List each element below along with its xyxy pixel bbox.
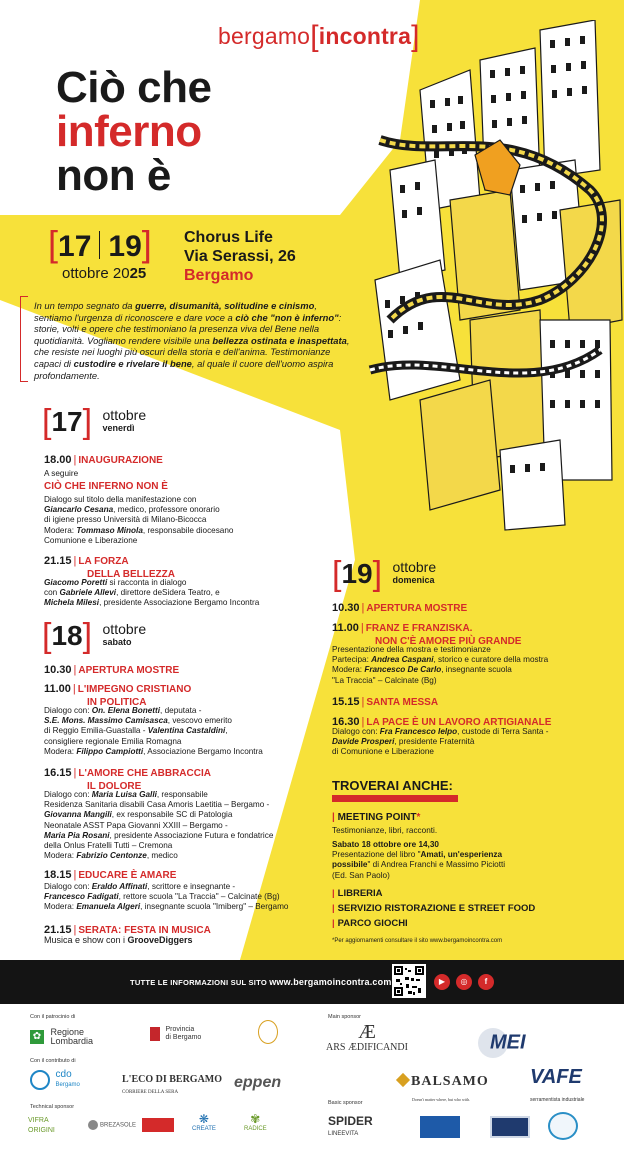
event-19-apertura: 10.30 | APERTURA MOSTRE (332, 602, 468, 614)
regione-lombardia-logo: ✿ Regione Lombardia (30, 1028, 93, 1046)
brand-bold: incontra (318, 23, 412, 49)
balsamo-logo: BALSAMO Doesn't matter where, but who with. (398, 1074, 489, 1106)
event-18-educare: 18.15 | EDUCARE È AMARE (44, 869, 177, 881)
facebook-icon[interactable]: f (478, 974, 494, 990)
basic-navy-logo (490, 1116, 530, 1140)
venue (184, 228, 296, 285)
provincia-bergamo-logo: Provincia di Bergamo (150, 1026, 201, 1042)
event-18-serata: 21.15 | SERATA: FESTA IN MUSICA (44, 924, 211, 936)
footer-info: TUTTE LE INFORMAZIONI SUL SITO www.bergamoincontra.com (130, 977, 392, 987)
page-title (56, 63, 212, 200)
intro-text: In un tempo segnato da guerre, disumanità, solitudine e cinismo, sentiamo l'urgenza di riconoscere e dare voce a ciò che "non è inferno": storie, volti e opere che testimoniano la presenza viva del Bene nella quotidianità. Vogliamo rendere visibile una bellezza ostinata e inaspettata, che resiste nei luoghi più oscuri della storia e dell'anima. Testimonianze capaci di custodire e rivelare il bene, al quale il cuore dell'uomo aspira profondamente. (34, 300, 350, 381)
radice-logo: ✾ RADICE (244, 1112, 267, 1132)
meeting-point-title: | MEETING POINT* (332, 812, 421, 823)
eco-bergamo-logo: L'ECO DI BERGAMO CORRIERE DELLA SERA (122, 1074, 223, 1095)
day-19-header: [19] ottobre domenica (332, 555, 437, 593)
basic-sponsor-label: Basic sponsor (328, 1100, 363, 1106)
day-17-header: [17] ottobre venerdì (42, 403, 147, 441)
footer-site-link[interactable]: www.bergamoincontra.com (269, 977, 392, 987)
event-18-educare-desc: Dialogo con: Eraldo Affinati, scrittore e insegnante - Francesco Fadigati, rettore scuola "La Traccia" – Calcinate (Bg) Modera: Emanuela Algeri, insegnante scuola "Imiberg" – Bergamo (44, 882, 289, 912)
event-dates: [17 19] ottobre 2025 (48, 223, 152, 282)
brand-logo: bergamo[incontra] (218, 20, 420, 53)
event-17-forza-bellezza: 21.15 | LA FORZA DELLA BELLEZZA (44, 555, 175, 580)
qr-code-icon[interactable] (392, 964, 426, 998)
event-17-inaugurazione: 18.00 | INAUGURAZIONE (44, 454, 163, 466)
event-19-franz-desc: Presentazione della mostra e testimonianze Partecipa: Andrea Caspani, storico e curatore della mostra Modera: Francesco De Carlo, insegnante scuola "La Traccia" – Calcinate (Bg) (332, 645, 549, 685)
event-19-messa: 15.15 | SANTA MESSA (332, 696, 439, 708)
event-19-pace: 16.30 | LA PACE È UN LAVORO ARTIGIANALE (332, 716, 552, 728)
troverai-title: TROVERAI ANCHE: (332, 778, 453, 793)
main-sponsor-label: Main sponsor (328, 1014, 362, 1020)
troverai-underline (332, 795, 458, 802)
intro-bracket (20, 296, 28, 382)
update-note: *Per aggiornamenti consultare il sito www.bergamoincontra.com (332, 938, 503, 944)
event-17-follow: A seguire (44, 469, 79, 478)
venue-name: Chorus Life (184, 229, 273, 246)
sponsor-area (0, 1004, 624, 1170)
event-17-subtitle: CIÒ CHE INFERNO NON È (44, 481, 168, 492)
title-line-1: Ciò che (56, 63, 212, 112)
patrocinio-label: Con il patrocinio di (30, 1014, 76, 1020)
ars-aedificandi-logo: Æ ARS ÆDIFICANDI (326, 1021, 408, 1053)
date-end: 19 (108, 230, 142, 263)
extra-parco-giochi: | PARCO GIOCHI (332, 918, 408, 929)
event-18-serata-desc: Musica e show con i GrooveDiggers (44, 935, 193, 945)
event-18-amore: 16.15 | L'AMORE CHE ABBRACCIA IL DOLORE (44, 767, 211, 792)
event-18-impegno: 11.00 | L'IMPEGNO CRISTIANO IN POLITICA (44, 683, 192, 708)
event-19-pace-desc: Dialogo con: Fra Francesco Ielpo, custode di Terra Santa - Davide Prosperi, presidente Fraternità di Comunione e Liberazione (332, 727, 549, 757)
venue-city: Bergamo (184, 267, 254, 284)
brand-pre: bergamo (218, 23, 311, 49)
contributo-label: Con il contributo di (30, 1058, 76, 1064)
technical-red-logo (142, 1118, 174, 1134)
event-17-desc: Dialogo sul titolo della manifestazione con Giancarlo Cesana, medico, professore onorario di igiene presso Università di Milano-Bicocca Modera: Tommaso Minola, responsabile diocesano Comunione e Liberazione (44, 495, 234, 545)
title-line-2: inferno (56, 107, 202, 156)
vafe-logo: VAFE serramentista industriale (530, 1066, 585, 1103)
brezasole-logo: BREZASOLE (88, 1120, 136, 1130)
footer-bar (0, 960, 624, 1004)
instagram-icon[interactable]: ◎ (456, 974, 472, 990)
event-18-amore-desc: Dialogo con: Maria Luisa Galli, responsabile Residenza Sanitaria disabili Casa Amoris Laetitia – Bergamo - Giovanna Mangili, ex responsabile SC di Patologia Neonatale ASST Papa Giovanni XXIII – Bergamo - Maria Pia Rosani, presidente Associazione Futura e fondatrice della Onlus Fratelli Tutti – Cremona Modera: Fabrizio Centonze, medico (44, 790, 274, 861)
event-18-impegno-desc: Dialogo con: On. Elena Bonetti, deputata - S.E. Mons. Massimo Camisasca, vescovo emerito di Reggio Emilia-Guastalla - Valentina Castaldini, consigliere regionale Emilia Romagna Modera: Filippo Campiotti, Associazione Bergamo Incontra (44, 706, 263, 756)
meeting-point-desc: Testimonianze, libri, racconti. (332, 826, 438, 835)
date-start: 17 (58, 230, 92, 263)
basic-blue-logo (420, 1116, 460, 1140)
date-year-suffix: 25 (129, 265, 147, 282)
title-line-3: non è (56, 151, 171, 200)
mei-logo: MEI (478, 1028, 526, 1058)
eppen-logo: eppen (234, 1074, 282, 1091)
spider-logo: SPIDER LINEEVITA (328, 1114, 373, 1137)
meeting-point-book: Sabato 18 ottobre ore 14,30 Presentazione del libro "Amati, un'esperienza possibile" di Andrea Franchi e Massimo Piciotti (Ed. San Paolo) (332, 840, 506, 880)
date-month: ottobre 20 (62, 265, 130, 282)
create-logo: ❋ CREATE (192, 1112, 216, 1132)
comune-bergamo-crest-icon (258, 1020, 278, 1046)
technical-label: Technical sponsor (30, 1104, 75, 1110)
event-17-forza-desc: Giacomo Poretti si racconta in dialogo con Gabriele Allevi, direttore deSidera Teatro, e Michela Milesi, presidente Associazione Bergamo Incontra (44, 578, 260, 608)
basic-round-logo-icon (548, 1112, 578, 1142)
city-illustration-icon (360, 20, 624, 540)
extra-ristorazione: | SERVIZIO RISTORAZIONE E STREET FOOD (332, 903, 536, 914)
day-18-header: [18] ottobre sabato (42, 617, 147, 655)
event-19-franz: 11.00 | FRANZ E FRANZISKA. NON C'È AMORE PIÙ GRANDE (332, 622, 522, 647)
event-18-apertura: 10.30 | APERTURA MOSTRE (44, 664, 180, 676)
youtube-icon[interactable]: ▶ (434, 974, 450, 990)
cdo-logo: cdo Bergamo (30, 1070, 80, 1090)
venue-address: Via Serassi, 26 (184, 248, 296, 265)
vifra-origini-logo: VIFRA ORIGINI (28, 1117, 55, 1134)
extra-libreria: | LIBRERIA (332, 888, 383, 899)
